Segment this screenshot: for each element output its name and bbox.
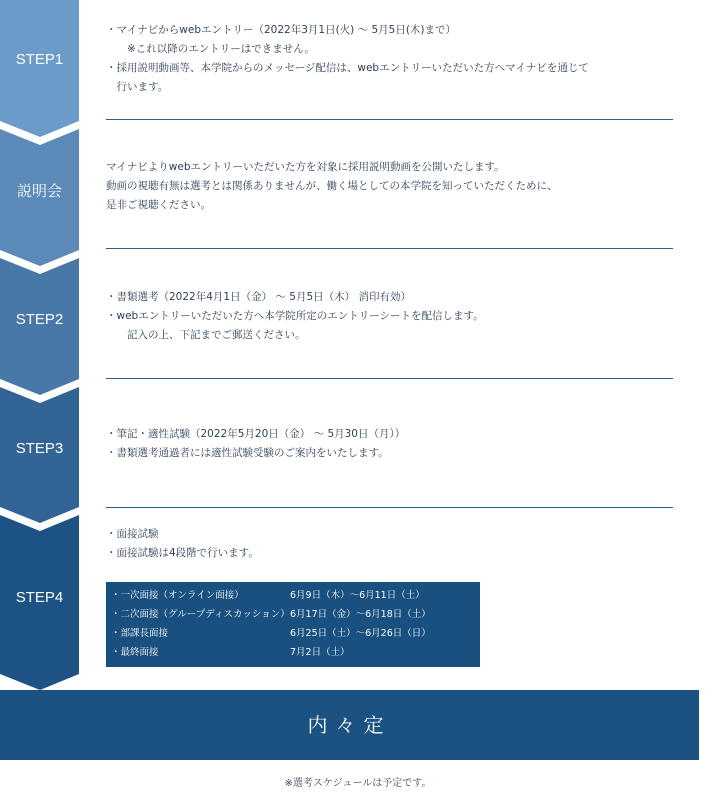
setsumeikai-content xyxy=(106,158,686,215)
setsumeikai-line: 是非ご視聴ください。 xyxy=(106,199,211,211)
step3-line: ・書類選考通過者には適性試験受験のご案内をいたします。 xyxy=(106,447,389,459)
final-offer-banner: 内々定 xyxy=(0,690,699,760)
schedule-date: 6月25日（土）～6月26日（日） xyxy=(290,628,431,639)
setsumeikai-line: 動画の視聴有無は選考とは関係ありませんが、働く場としての本学院を知っていただくために、 xyxy=(106,180,558,192)
interview-schedule-table xyxy=(106,582,480,667)
step3-content xyxy=(106,425,686,463)
schedule-row xyxy=(111,625,476,641)
divider xyxy=(106,248,673,249)
step2-line: 記入の上、下記までご郵送ください。 xyxy=(106,329,306,341)
schedule-name: ・一次面接（オンライン面接） xyxy=(111,590,244,601)
schedule-row xyxy=(111,606,476,622)
step1-line: ・マイナビからwebエントリー（2022年3月1日(火) ～ 5月5日(木)まで） xyxy=(106,24,457,36)
schedule-note: ※選考スケジュールは予定です。 xyxy=(284,778,432,789)
step4-line: ・面接試験 xyxy=(106,528,159,540)
step-label-setsumeikai: 説明会 xyxy=(16,183,62,200)
step2-line: ・書類選考（2022年4月1日（金） ～ 5月5日（木） 消印有効） xyxy=(106,291,411,303)
setsumeikai-line: マイナビよりwebエントリーいただいた方を対象に採用説明動画を公開いたします。 xyxy=(106,161,505,173)
step1-line: ・採用説明動画等、本学院からのメッセージ配信は、webエントリーいただいた方へマイナビを通じて xyxy=(106,62,589,74)
divider xyxy=(106,119,673,120)
step1-line: ※これ以降のエントリーはできません。 xyxy=(106,43,315,55)
schedule-row xyxy=(111,644,476,660)
schedule-name: ・部課長面接 xyxy=(111,628,169,639)
schedule-date: 6月9日（木）～6月11日（土） xyxy=(290,590,425,601)
schedule-name: ・最終面接 xyxy=(111,647,159,658)
schedule-date: 7月2日（土） xyxy=(290,647,350,658)
schedule-name: ・二次面接（グループディスカッション） xyxy=(111,609,290,620)
arrow-step1 xyxy=(0,0,79,137)
step-label-step1: STEP1 xyxy=(15,51,64,68)
step4-line: ・面接試験は4段階で行います。 xyxy=(106,547,259,559)
step-label-step3: STEP3 xyxy=(15,440,64,457)
step2-content xyxy=(106,288,686,345)
schedule-row xyxy=(111,587,476,603)
schedule-date: 6月17日（金）～6月18日（土） xyxy=(290,609,431,620)
step1-line: 行います。 xyxy=(106,81,169,93)
divider xyxy=(106,378,673,379)
step2-line: ・webエントリーいただいた方へ本学院所定のエントリーシートを配信します。 xyxy=(106,310,484,322)
step4-content xyxy=(106,525,686,563)
step-label-step2: STEP2 xyxy=(15,311,64,328)
divider xyxy=(106,507,673,508)
step3-line: ・筆記・適性試験（2022年5月20日（金） ～ 5月30日（月）） xyxy=(106,428,406,440)
step1-content xyxy=(106,21,686,97)
step-label-step4: STEP4 xyxy=(15,589,64,606)
